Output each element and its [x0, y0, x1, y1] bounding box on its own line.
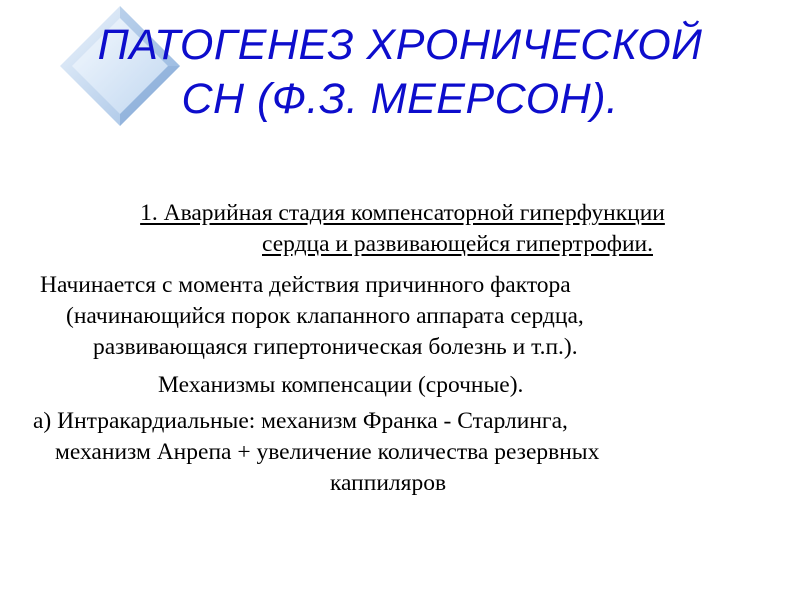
onset-line-2: (начинающийся порок клапанного аппарата сердца, [66, 303, 584, 329]
title-line-2: СН (Ф.З. МЕЕРСОН). [181, 75, 619, 123]
onset-line-1: Начинается с момента действия причинного фактора [40, 272, 571, 298]
intracardiac-line-3: каппиляров [330, 470, 447, 496]
intracardiac-line-1: а) Интракардиальные: механизм Франка - Старлинга, [33, 408, 568, 434]
onset-paragraph [30, 270, 775, 363]
stage-heading-line-2: сердца и развивающейся гипертрофии. [262, 231, 653, 257]
stage-heading [30, 198, 775, 260]
slide-title [0, 18, 800, 126]
mechanisms-heading: Механизмы компенсации (срочные). [158, 372, 524, 398]
intracardiac-line-2: механизм Анрепа + увеличение количества резервных [55, 439, 600, 465]
onset-line-3: развивающаяся гипертоническая болезнь и т.п.). [93, 334, 578, 360]
intracardiac-paragraph [30, 406, 775, 499]
title-line-1: ПАТОГЕНЕЗ ХРОНИЧЕСКОЙ [97, 21, 703, 69]
stage-heading-line-1: 1. Аварийная стадия компенсаторной гиперфункции [140, 200, 665, 226]
slide-body [30, 198, 775, 499]
